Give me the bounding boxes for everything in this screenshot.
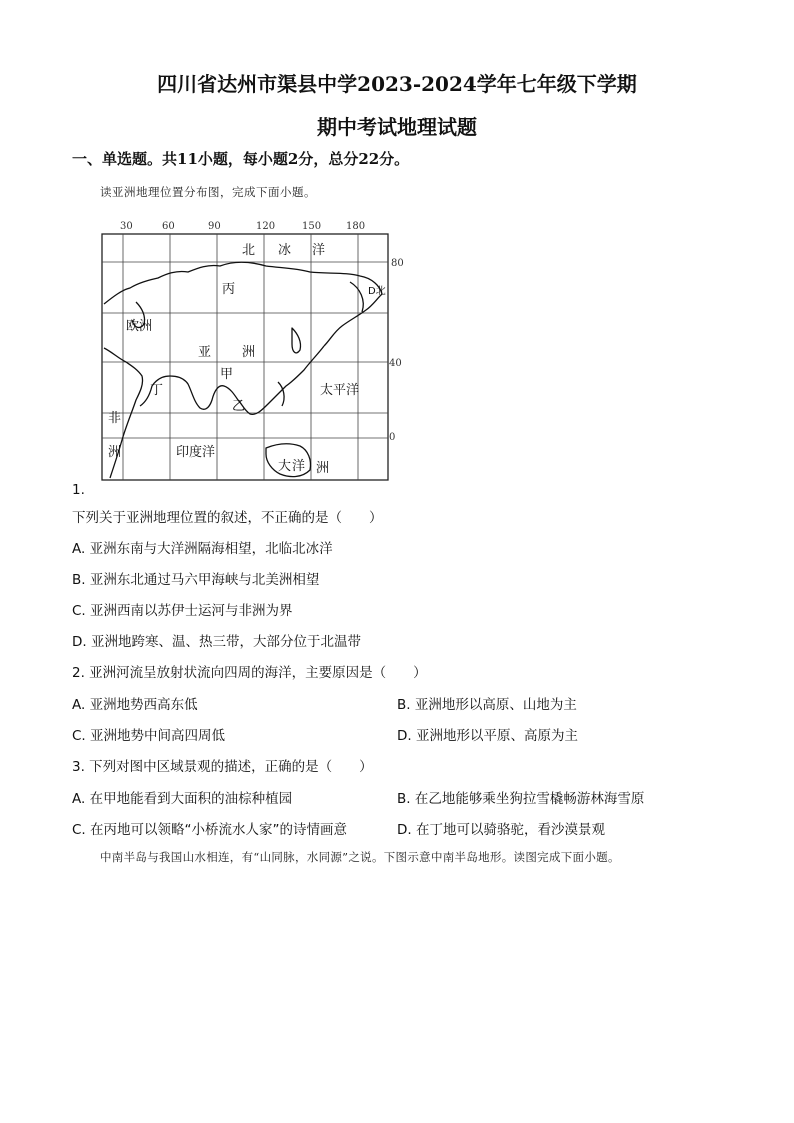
exam-title-line1: 四川省达州市渠县中学2023-2024学年七年级下学期 bbox=[157, 72, 637, 96]
question-1-option-b: B. 亚洲东北通过马六甲海峡与北美洲相望 bbox=[72, 572, 320, 588]
label-bing: 丙 bbox=[222, 282, 236, 297]
right-tick-40: 40 bbox=[389, 358, 402, 369]
section-heading: 一、单选题。共11小题，每小题2分，总分22分。 bbox=[72, 150, 410, 168]
exam-title-line2: 期中考试地理试题 bbox=[317, 115, 477, 139]
question-1-option-a: A. 亚洲东南与大洋洲隔海相望，北临北冰洋 bbox=[72, 541, 333, 557]
top-tick-60: 60 bbox=[162, 221, 175, 232]
label-arctic-bing: 冰 bbox=[278, 243, 292, 258]
asia-location-map bbox=[96, 216, 426, 491]
question-3-option-b: B. 在乙地能够乘坐狗拉雪橇畅游林海雪原 bbox=[397, 791, 645, 807]
question-1-option-c: C. 亚洲西南以苏伊士运河与非洲为界 bbox=[72, 603, 293, 619]
label-oceania-zhou: 洲 bbox=[316, 461, 330, 476]
label-asia-zhou: 洲 bbox=[242, 345, 256, 360]
question-1-number: 1. bbox=[72, 482, 85, 498]
question-intro: 读亚洲地理位置分布图，完成下面小题。 bbox=[100, 185, 316, 199]
top-tick-120: 120 bbox=[256, 221, 276, 232]
label-asia-ya: 亚 bbox=[198, 345, 212, 360]
top-tick-180: 180 bbox=[346, 221, 366, 232]
question-2-stem: 2. 亚洲河流呈放射状流向四周的海洋，主要原因是（ ） bbox=[72, 665, 427, 681]
label-oceania-yang: 洋 bbox=[292, 459, 306, 474]
question-2-option-b: B. 亚洲地形以高原、山地为主 bbox=[397, 697, 577, 713]
next-group-intro: 中南半岛与我国山水相连，有“山同脉，水同源”之说。下图示意中南半岛地形。读图完成下面小题。 bbox=[100, 850, 620, 864]
label-oceania-da: 大 bbox=[278, 459, 292, 474]
question-2-option-a: A. 亚洲地势西高东低 bbox=[72, 697, 198, 713]
label-yi: 乙 bbox=[232, 399, 246, 414]
top-tick-150: 150 bbox=[302, 221, 322, 232]
label-arctic-bei: 北 bbox=[242, 243, 256, 258]
question-3-option-d: D. 在丁地可以骑骆驼，看沙漠景观 bbox=[397, 822, 605, 838]
label-europe: 欧洲 bbox=[126, 319, 153, 334]
question-1-option-d: D. 亚洲地跨寒、温、热三带，大部分位于北温带 bbox=[72, 634, 361, 650]
label-indian-ocean: 印度洋 bbox=[176, 445, 216, 460]
top-tick-30: 30 bbox=[120, 221, 133, 232]
question-3-option-c: C. 在丙地可以领略“小桥流水人家”的诗情画意 bbox=[72, 822, 347, 838]
label-jia: 甲 bbox=[220, 367, 234, 382]
question-1-stem: 下列关于亚洲地理位置的叙述，不正确的是（ ） bbox=[72, 510, 383, 526]
question-2-option-d: D. 亚洲地形以平原、高原为主 bbox=[397, 728, 578, 744]
label-arctic-yang: 洋 bbox=[312, 243, 326, 258]
right-tick-80: 80 bbox=[391, 258, 404, 269]
label-pacific: 太平洋 bbox=[320, 383, 360, 398]
right-tick-0: 0 bbox=[389, 432, 396, 443]
label-ding: 丁 bbox=[150, 383, 164, 398]
label-d-north: D北 bbox=[368, 286, 386, 297]
label-africa-fei: 非 bbox=[108, 411, 122, 426]
top-tick-90: 90 bbox=[208, 221, 221, 232]
question-2-option-c: C. 亚洲地势中间高四周低 bbox=[72, 728, 226, 744]
label-africa-zhou: 洲 bbox=[108, 445, 122, 460]
question-3-option-a: A. 在甲地能看到大面积的油棕种植园 bbox=[72, 791, 293, 807]
question-3-stem: 3. 下列对图中区域景观的描述，正确的是（ ） bbox=[72, 759, 373, 775]
